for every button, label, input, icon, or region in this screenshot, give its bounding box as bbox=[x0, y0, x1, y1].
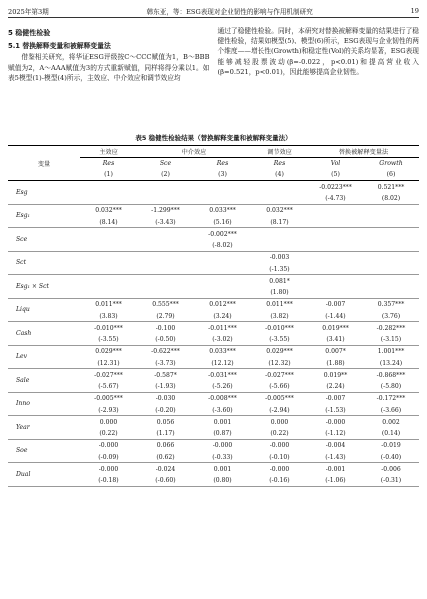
coefficient-cell: -0.024 bbox=[155, 465, 176, 473]
t-statistic-cell: (-3.43) bbox=[137, 217, 194, 228]
dep-var: Res bbox=[102, 160, 115, 167]
t-statistic-cell bbox=[363, 288, 419, 299]
t-statistic-cell bbox=[363, 264, 419, 275]
t-statistic-cell: (-3.73) bbox=[137, 358, 194, 369]
dep-var: Growth bbox=[379, 160, 403, 167]
t-statistic-cell: (0.87) bbox=[194, 429, 251, 440]
t-statistic-cell: (0.62) bbox=[137, 452, 194, 463]
model-number: (6) bbox=[363, 169, 419, 181]
t-statistic-cell: (-1.06) bbox=[308, 476, 363, 487]
t-statistic-cell: (-0.16) bbox=[251, 476, 308, 487]
group-main-effect: 主效应 bbox=[80, 146, 137, 158]
t-statistic-cell bbox=[80, 264, 137, 275]
coefficient-cell: -0.007 bbox=[325, 395, 346, 403]
t-statistic-cell bbox=[194, 194, 251, 205]
model-number: (3) bbox=[194, 169, 251, 181]
coefficient-cell: 0.007* bbox=[325, 348, 346, 356]
left-paragraph: 借鉴相关研究，将华证ESG评级按C～CCC赋值为1，B～BBB赋值为2，A～AAA赋值为3的方式重新赋值，同样将得分乘以1。如表5模型(1)-模型(4)所示，主效应、中介效应和调节效应均 bbox=[8, 53, 210, 82]
coefficient-cell: 0.019*** bbox=[322, 324, 349, 332]
coefficient-cell: 1.001*** bbox=[377, 348, 405, 356]
coefficient-cell: -0.031*** bbox=[208, 371, 237, 379]
coefficient-cell: -0.000 bbox=[212, 442, 233, 450]
t-statistic-cell bbox=[308, 241, 363, 252]
t-statistic-cell: (0.80) bbox=[194, 476, 251, 487]
variable-name: Dual bbox=[8, 463, 80, 487]
t-statistic-cell: (8.02) bbox=[363, 194, 419, 205]
t-statistic-cell: (-0.10) bbox=[251, 452, 308, 463]
coefficient-cell: -0.019 bbox=[381, 442, 401, 450]
coefficient-cell: -0.000 bbox=[98, 442, 119, 450]
coefficient-cell: -0.587* bbox=[154, 371, 177, 379]
coefficient-cell bbox=[363, 204, 419, 217]
t-statistic-cell: (-0.18) bbox=[80, 476, 137, 487]
t-statistic-cell: (-5.67) bbox=[80, 382, 137, 393]
table-row bbox=[8, 345, 419, 358]
coefficient-cell: -0.030 bbox=[155, 395, 176, 403]
coefficient-cell: 0.011*** bbox=[95, 301, 122, 309]
right-column bbox=[218, 26, 420, 132]
coefficient-cell: 0.033*** bbox=[209, 348, 236, 356]
coefficient-cell bbox=[137, 228, 194, 241]
coefficient-cell: 0.011*** bbox=[266, 301, 293, 309]
right-paragraph: 通过了稳健性检验。同时，本研究对替换被解释变量的结果进行了稳健性检验，结果如模型(5)、模型(6)所示，ESG表现与企业韧性的两个维度——增长性(Growth)和稳定性(Vol)的关系均显著，ESG表现能够减轻股票波动(β=-0.022，p<0.01)和提高营业收入(β=0.521，p<0.01)，因此能够提高企业韧性。 bbox=[217, 27, 419, 76]
coefficient-cell bbox=[194, 251, 251, 264]
variable-name: Esg bbox=[8, 181, 80, 205]
t-statistic-cell: (-8.02) bbox=[194, 241, 251, 252]
coefficient-cell: 0.066 bbox=[156, 442, 175, 450]
coefficient-cell: -0.001 bbox=[325, 465, 346, 473]
coefficient-cell: 0.032*** bbox=[95, 207, 122, 215]
coefficient-cell: 0.357*** bbox=[377, 301, 405, 309]
model-number: (2) bbox=[137, 169, 194, 181]
t-statistic-cell bbox=[251, 194, 308, 205]
coefficient-cell: 0.019** bbox=[323, 371, 348, 379]
t-statistic-cell: (-3.02) bbox=[194, 335, 251, 346]
t-statistic-cell: (1.80) bbox=[251, 288, 308, 299]
t-statistic-cell: (12.31) bbox=[80, 358, 137, 369]
t-statistic-cell: (-3.55) bbox=[80, 335, 137, 346]
table-row bbox=[8, 369, 419, 382]
t-statistic-cell: (3.82) bbox=[251, 311, 308, 322]
t-statistic-cell: (-0.60) bbox=[137, 476, 194, 487]
coefficient-cell: -0.003 bbox=[269, 254, 290, 262]
coefficient-cell: -0.0223*** bbox=[319, 183, 352, 191]
t-statistic-cell: (-1.12) bbox=[308, 429, 363, 440]
table-row bbox=[8, 322, 419, 335]
coefficient-cell: 0.521*** bbox=[377, 183, 405, 191]
t-statistic-cell: (-0.31) bbox=[363, 476, 419, 487]
variable-header: 变量 bbox=[8, 146, 80, 181]
coefficient-cell bbox=[194, 181, 251, 194]
issue-label: 2025年第3期 bbox=[8, 8, 49, 16]
body-text bbox=[8, 26, 419, 132]
coefficient-cell: -0.011*** bbox=[208, 324, 237, 332]
t-statistic-cell: (-4.73) bbox=[308, 194, 363, 205]
variable-name: Lev bbox=[8, 345, 80, 369]
t-statistic-cell: (13.24) bbox=[363, 358, 419, 369]
variable-name: Year bbox=[8, 416, 80, 440]
coefficient-cell: 0.002 bbox=[382, 418, 400, 426]
coefficient-cell: -0.010*** bbox=[94, 324, 123, 332]
table-row bbox=[8, 439, 419, 452]
coefficient-cell bbox=[137, 181, 194, 194]
table-row bbox=[8, 275, 419, 288]
t-statistic-cell: (-0.09) bbox=[80, 452, 137, 463]
coefficient-cell: 0.555*** bbox=[152, 301, 179, 309]
coefficient-cell: -0.006 bbox=[381, 465, 401, 473]
results-table bbox=[8, 145, 419, 487]
coefficient-cell bbox=[137, 275, 194, 288]
model-number: (5) bbox=[308, 169, 363, 181]
variable-name: Sct bbox=[8, 251, 80, 275]
coefficient-cell: -0.000 bbox=[98, 465, 119, 473]
dep-var: Sce bbox=[159, 160, 172, 167]
t-statistic-cell: (1.17) bbox=[137, 429, 194, 440]
coefficient-cell: -0.000 bbox=[325, 418, 346, 426]
variable-name: Inno bbox=[8, 392, 80, 416]
variable-name: Esg₁ bbox=[8, 204, 80, 228]
coefficient-cell: 0.000 bbox=[270, 418, 289, 426]
coefficient-cell: -1.299*** bbox=[151, 207, 180, 215]
coefficient-cell: 0.012*** bbox=[209, 301, 236, 309]
section-heading: 5 稳健性检验 bbox=[8, 29, 51, 37]
table-row bbox=[8, 251, 419, 264]
t-statistic-cell: (0.14) bbox=[363, 429, 419, 440]
t-statistic-cell bbox=[137, 264, 194, 275]
t-statistic-cell: (2.24) bbox=[308, 382, 363, 393]
t-statistic-cell: (-0.40) bbox=[363, 452, 419, 463]
table-row bbox=[8, 228, 419, 241]
variable-name: Esg₁ × Sct bbox=[8, 275, 80, 299]
table-row bbox=[8, 181, 419, 194]
t-statistic-cell: (3.41) bbox=[308, 335, 363, 346]
coefficient-cell bbox=[251, 181, 308, 194]
coefficient-cell bbox=[251, 228, 308, 241]
t-statistic-cell bbox=[194, 264, 251, 275]
t-statistic-cell bbox=[80, 194, 137, 205]
dep-var: Res bbox=[216, 160, 229, 167]
variable-name: Soe bbox=[8, 439, 80, 463]
coefficient-cell bbox=[308, 204, 363, 217]
t-statistic-cell: (-0.50) bbox=[137, 335, 194, 346]
t-statistic-cell: (-0.33) bbox=[194, 452, 251, 463]
coefficient-cell bbox=[308, 228, 363, 241]
t-statistic-cell: (-3.60) bbox=[194, 405, 251, 416]
t-statistic-cell: (3.76) bbox=[363, 311, 419, 322]
t-statistic-cell: (-3.66) bbox=[363, 405, 419, 416]
coefficient-cell bbox=[80, 228, 137, 241]
running-header bbox=[8, 5, 419, 18]
left-column bbox=[8, 26, 210, 132]
coefficient-cell: 0.032*** bbox=[266, 207, 293, 215]
t-statistic-cell: (5.16) bbox=[194, 217, 251, 228]
coefficient-cell bbox=[194, 275, 251, 288]
coefficient-cell bbox=[363, 228, 419, 241]
group-mediation: 中介效应 bbox=[137, 146, 251, 158]
running-title: 韩东亚，等：ESG表现对企业韧性的影响与作用机制研究 bbox=[146, 8, 313, 16]
table-row bbox=[8, 392, 419, 405]
coefficient-cell: -0.008*** bbox=[208, 395, 237, 403]
t-statistic-cell: (3.83) bbox=[80, 311, 137, 322]
variable-name: Cash bbox=[8, 322, 80, 346]
variable-name: Liqu bbox=[8, 298, 80, 322]
coefficient-cell: -0.027*** bbox=[94, 371, 123, 379]
group-replacement: 替换被解释变量法 bbox=[308, 146, 419, 158]
coefficient-cell bbox=[363, 251, 419, 264]
t-statistic-cell: (2.79) bbox=[137, 311, 194, 322]
coefficient-cell: 0.029*** bbox=[266, 348, 293, 356]
t-statistic-cell bbox=[308, 264, 363, 275]
t-statistic-cell: (8.14) bbox=[80, 217, 137, 228]
coefficient-cell: 0.001 bbox=[213, 418, 232, 426]
coefficient-cell: -0.005*** bbox=[265, 395, 294, 403]
t-statistic-cell bbox=[308, 217, 363, 228]
model-number: (1) bbox=[80, 169, 137, 181]
t-statistic-cell: (0.22) bbox=[80, 429, 137, 440]
coefficient-cell: -0.000 bbox=[269, 465, 290, 473]
t-statistic-cell: (12.12) bbox=[194, 358, 251, 369]
t-statistic-cell: (-5.80) bbox=[363, 382, 419, 393]
t-statistic-cell: (-2.94) bbox=[251, 405, 308, 416]
coefficient-cell bbox=[80, 275, 137, 288]
coefficient-cell bbox=[137, 251, 194, 264]
coefficient-cell bbox=[80, 251, 137, 264]
coefficient-cell: 0.033*** bbox=[209, 207, 236, 215]
header-groups-row bbox=[8, 146, 419, 158]
t-statistic-cell: (-5.66) bbox=[251, 382, 308, 393]
t-statistic-cell: (-1.35) bbox=[251, 264, 308, 275]
t-statistic-cell bbox=[137, 288, 194, 299]
table-caption: 表5 稳健性检验结果（替换解释变量和被解释变量法） bbox=[135, 134, 292, 142]
t-statistic-cell: (-1.44) bbox=[308, 311, 363, 322]
t-statistic-cell: (-1.93) bbox=[137, 382, 194, 393]
t-statistic-cell: (-0.20) bbox=[137, 405, 194, 416]
coefficient-cell: 0.056 bbox=[156, 418, 175, 426]
coefficient-cell bbox=[308, 251, 363, 264]
t-statistic-cell: (-3.15) bbox=[363, 335, 419, 346]
coefficient-cell: -0.868*** bbox=[376, 371, 406, 379]
coefficient-cell: -0.100 bbox=[155, 324, 176, 332]
variable-name: Sce bbox=[8, 228, 80, 252]
t-statistic-cell bbox=[137, 194, 194, 205]
t-statistic-cell bbox=[80, 288, 137, 299]
t-statistic-cell: (-1.53) bbox=[308, 405, 363, 416]
coefficient-cell: -0.622*** bbox=[151, 348, 180, 356]
coefficient-cell: -0.000 bbox=[269, 442, 290, 450]
t-statistic-cell: (-1.43) bbox=[308, 452, 363, 463]
t-statistic-cell bbox=[251, 241, 308, 252]
t-statistic-cell: (-3.55) bbox=[251, 335, 308, 346]
t-statistic-cell bbox=[363, 241, 419, 252]
t-statistic-cell: (12.32) bbox=[251, 358, 308, 369]
coefficient-cell bbox=[80, 181, 137, 194]
subsection-heading: 5.1 替换解释变量和被解释变量法 bbox=[8, 42, 111, 51]
coefficient-cell: 0.081* bbox=[269, 277, 290, 285]
coefficient-cell: 0.001 bbox=[213, 465, 232, 473]
coefficient-cell: -0.002*** bbox=[208, 230, 237, 238]
t-statistic-cell bbox=[308, 288, 363, 299]
t-statistic-cell: (1.88) bbox=[308, 358, 363, 369]
coefficient-cell: -0.027*** bbox=[265, 371, 294, 379]
coefficient-cell: -0.004 bbox=[325, 442, 346, 450]
table-row bbox=[8, 298, 419, 311]
dep-var: Vol bbox=[330, 160, 341, 167]
coefficient-cell: -0.007 bbox=[325, 301, 346, 309]
coefficient-cell: 0.000 bbox=[99, 418, 118, 426]
t-statistic-cell: (-5.26) bbox=[194, 382, 251, 393]
t-statistic-cell: (-2.93) bbox=[80, 405, 137, 416]
t-statistic-cell bbox=[363, 217, 419, 228]
group-moderation: 调节效应 bbox=[251, 146, 308, 158]
t-statistic-cell bbox=[80, 241, 137, 252]
table-row bbox=[8, 416, 419, 429]
coefficient-cell: -0.005*** bbox=[94, 395, 123, 403]
dep-var: Res bbox=[273, 160, 286, 167]
t-statistic-cell bbox=[137, 241, 194, 252]
t-statistic-cell bbox=[194, 288, 251, 299]
t-statistic-cell: (3.24) bbox=[194, 311, 251, 322]
variable-name: Sale bbox=[8, 369, 80, 393]
t-statistic-cell: (8.17) bbox=[251, 217, 308, 228]
coefficient-cell: 0.029*** bbox=[95, 348, 122, 356]
table-row bbox=[8, 204, 419, 217]
table-body bbox=[8, 181, 419, 487]
coefficient-cell bbox=[308, 275, 363, 288]
coefficient-cell: -0.282*** bbox=[376, 324, 406, 332]
table-row bbox=[8, 463, 419, 476]
model-number: (4) bbox=[251, 169, 308, 181]
page-number: 19 bbox=[410, 7, 419, 15]
t-statistic-cell: (0.22) bbox=[251, 429, 308, 440]
coefficient-cell: -0.172*** bbox=[376, 395, 406, 403]
coefficient-cell: -0.010*** bbox=[265, 324, 294, 332]
coefficient-cell bbox=[363, 275, 419, 288]
